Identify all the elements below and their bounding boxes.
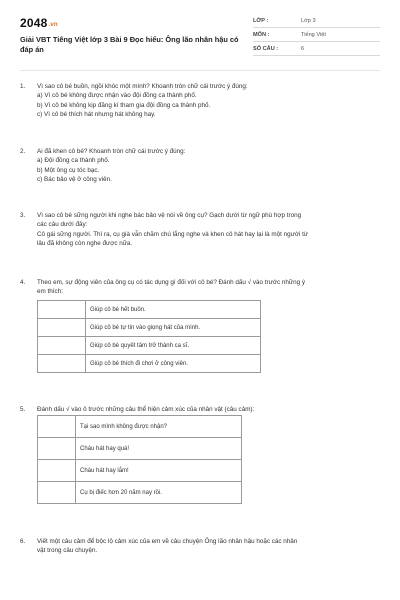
answer-option-c[interactable]: c) Vì cô bé thích hát nhưng hát không hay. bbox=[37, 111, 156, 119]
question-text: các câu dưới đây: bbox=[37, 221, 88, 229]
checkbox-cell[interactable] bbox=[38, 438, 76, 460]
header-divider bbox=[20, 70, 380, 71]
meta-label: SỐ CÂU : bbox=[253, 46, 279, 52]
question-text: Theo em, sự động viên của ông cụ có tác dụng gì đối với cô bé? Đánh dấu √ vào trước những ý bbox=[37, 279, 305, 286]
table-row bbox=[38, 460, 242, 482]
checkbox-cell[interactable] bbox=[38, 482, 76, 504]
question-number: 6. bbox=[20, 538, 26, 545]
meta-label: LỚP : bbox=[253, 18, 269, 24]
option-text: Tại sao mình không được nhận? bbox=[76, 416, 242, 438]
question-number: 5. bbox=[20, 406, 26, 413]
meta-question-count bbox=[253, 42, 380, 56]
table-row bbox=[38, 482, 242, 504]
table-row bbox=[38, 416, 242, 438]
option-text: Giúp cô bé hết buồn. bbox=[86, 301, 261, 319]
meta-subject bbox=[253, 28, 380, 42]
question-6 bbox=[20, 537, 372, 556]
header bbox=[20, 14, 380, 66]
question-3 bbox=[20, 211, 372, 249]
question-5 bbox=[20, 405, 372, 414]
question-text: Vì sao cô bé buồn, ngồi khóc một mình? Khoanh tròn chữ cái trước ý đúng: bbox=[37, 83, 248, 90]
answer-option-a[interactable]: a) Vì cô bé không được nhận vào đội đồng ca thành phố. bbox=[37, 92, 197, 100]
option-text: Giúp cô bé quyết tâm trở thành ca sĩ. bbox=[86, 337, 261, 355]
answer-option-b[interactable]: b) Một ông cụ tóc bạc. bbox=[37, 166, 100, 174]
checkbox-cell[interactable] bbox=[38, 460, 76, 482]
checkbox-cell[interactable] bbox=[38, 301, 86, 319]
document-title: Giải VBT Tiếng Việt lớp 3 Bài 9 Đọc hiểu: Ông lão nhân hậu có đáp án bbox=[20, 35, 239, 54]
passage-text[interactable]: Cô gái sững người. Thì ra, cụ già vẫn chăm chú lắng nghe và khen cô hát hay lại là một người từ bbox=[37, 230, 309, 238]
answer-option-c[interactable]: c) Bác bảo vệ ở công viên. bbox=[37, 176, 112, 184]
question-4 bbox=[20, 278, 372, 297]
meta-label: MÔN : bbox=[253, 32, 270, 38]
answer-option-a[interactable]: a) Đội đồng ca thành phố. bbox=[37, 157, 110, 165]
table-row bbox=[38, 319, 261, 337]
meta-info bbox=[253, 14, 380, 56]
table-row bbox=[38, 438, 242, 460]
table-row bbox=[38, 337, 261, 355]
option-text: Giúp cô bé thích đi chơi ở công viên. bbox=[86, 355, 261, 373]
question-2 bbox=[20, 147, 372, 185]
option-text: Giúp cô bé tự tin vào giọng hát của mình. bbox=[86, 319, 261, 337]
meta-value: 6 bbox=[301, 46, 305, 52]
option-text: Cháu hát hay quá! bbox=[76, 438, 242, 460]
checkbox-cell[interactable] bbox=[38, 319, 86, 337]
question-number: 4. bbox=[20, 279, 26, 286]
answer-option-b[interactable]: b) Vì cô bé không kịp đăng kí tham gia đội đồng ca thành phố. bbox=[37, 101, 211, 109]
checkbox-cell[interactable] bbox=[38, 416, 76, 438]
logo-suffix: .vn bbox=[48, 22, 58, 28]
table-row bbox=[38, 355, 261, 373]
question-number: 2. bbox=[20, 148, 26, 155]
option-text: Cháu hát hay lắm! bbox=[76, 460, 242, 482]
question-1 bbox=[20, 82, 372, 120]
question-text: em thích: bbox=[37, 288, 63, 296]
meta-grade bbox=[253, 14, 380, 28]
question-number: 3. bbox=[20, 212, 26, 219]
question-text: Đánh dấu √ vào ô trước những câu thể hiện cảm xúc của nhân vật (câu cảm): bbox=[37, 406, 255, 413]
question-text: Viết một câu cảm để bộc lộ cảm xúc của em về câu chuyện Ông lão nhân hậu hoặc các nhân bbox=[37, 538, 298, 545]
passage-text[interactable]: lâu đã không còn nghe được nữa. bbox=[37, 240, 133, 248]
table-row bbox=[38, 301, 261, 319]
checkbox-table-q4 bbox=[37, 300, 261, 373]
option-text: Cụ bị điếc hơn 20 năm nay rồi. bbox=[76, 482, 242, 504]
checkbox-cell[interactable] bbox=[38, 337, 86, 355]
question-text: Vì sao cô bé sững người khi nghe bác bảo vệ nói về ông cụ? Gạch dưới từ ngữ phù hợp trong bbox=[37, 212, 302, 219]
site-logo[interactable] bbox=[20, 16, 58, 30]
question-number: 1. bbox=[20, 83, 26, 90]
question-text: Ai đã khen cô bé? Khoanh tròn chữ cái trước ý đúng: bbox=[37, 148, 186, 155]
checkbox-cell[interactable] bbox=[38, 355, 86, 373]
meta-value: Lớp 3 bbox=[301, 18, 316, 24]
question-text: vật trong câu chuyện. bbox=[37, 547, 98, 555]
logo-main: 2048 bbox=[20, 16, 48, 30]
checkbox-table-q5 bbox=[37, 415, 242, 504]
meta-value: Tiếng Việt bbox=[301, 32, 326, 38]
